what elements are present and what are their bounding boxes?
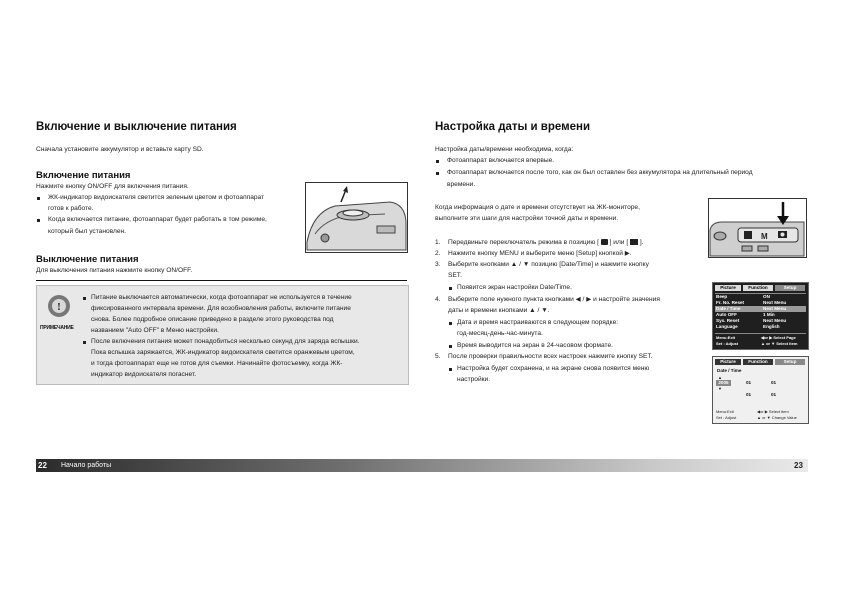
year-field: 2005 (716, 380, 731, 386)
note-2b: Пока вспышка заряжается, ЖК-индикатор видоискателя светится оранжевым цветом, (91, 349, 355, 356)
mode-dial-illustration (708, 198, 807, 258)
step-3-num: 3. (435, 261, 441, 268)
power-off-text: Для выключения питания нажмите кнопку ON/OFF. (36, 267, 193, 274)
note-1a: Питание выключается автоматически, когда фотоаппарат не используется в течение (91, 294, 352, 301)
bullet-icon (436, 172, 439, 175)
menu-row-label: Sys. Reset (716, 318, 740, 323)
menu-row-label: Fr. No. Reset (716, 300, 745, 305)
menu-foot: Menu:Exit (716, 335, 736, 340)
right-page-title: Настройка даты и времени (435, 121, 591, 133)
step-3-text2: SET. (448, 272, 462, 279)
menu-row-value: ON (763, 294, 770, 299)
step-4-sub-1b: год-месяц-день-час-минута. (457, 330, 543, 337)
power-on-text: Нажмите кнопку ON/OFF для включения питания. (36, 183, 189, 190)
step-5-sub-a: Настройка будет сохранена, и на экране снова появится меню (457, 365, 650, 372)
tab-setup: Setup (775, 285, 805, 291)
svg-text:M: M (761, 232, 768, 241)
left-intro: Сначала установите аккумулятор и вставьте карту SD. (36, 146, 204, 153)
note-1d: названием "Auto OFF" в Меню настройки. (91, 327, 219, 334)
step-3-text: Выберите кнопками ▲ / ▼ позицию [Date/Time] и нажмите кнопку (448, 261, 649, 268)
note-label: ПРИМЕЧАНИЕ (40, 325, 74, 331)
menu-row-label: Beep (716, 294, 728, 299)
note-1c: снова. Более подробное описание приведено в разделе этого руководства под (91, 316, 334, 323)
step-1-text: Передвиньте переключатель режима в позицию [ ] или [ ]. (448, 239, 644, 246)
camera-top-illustration (305, 182, 408, 253)
divider (36, 280, 407, 281)
menu-foot: Set : Adjust (716, 415, 737, 420)
menu-foot: Set : Adjust (716, 341, 739, 346)
footer-bar (36, 459, 808, 472)
up-arrow-icon: ▲ (718, 375, 722, 380)
menu-row-value: Next Menu (763, 318, 787, 323)
power-on-bullet-2a: Когда включается питание, фотоаппарат будет работать в том режиме, (48, 216, 267, 223)
left-page-title: Включение и выключение питания (36, 121, 237, 133)
step-5-num: 5. (435, 353, 441, 360)
date-field: 01 (771, 380, 777, 385)
setup-menu-screen (712, 282, 809, 350)
step-4-num: 4. (435, 296, 441, 303)
step-3-sub: Появится экран настройки Date/Time. (457, 284, 572, 291)
power-on-heading: Включение питания (36, 170, 131, 181)
right-intro: Настройка даты/времени необходима, когда: (435, 146, 574, 153)
tab-setup: Setup (775, 359, 805, 365)
when-2a: Фотоаппарат включается после того, как он был оставлен без аккумулятора на длительный период (447, 169, 753, 176)
menu-row-value: Next Menu (763, 306, 787, 311)
step-5-text: После проверки правильности всех настроек нажмите кнопку SET. (448, 353, 653, 360)
power-on-bullet-1a: ЖК-индикатор видоискателя светится зеленым цветом и фотоаппарат (48, 194, 265, 201)
date-time-screen (712, 356, 809, 424)
bullet-icon (449, 345, 452, 348)
menu-foot: ◀or ▶ Select item (757, 409, 789, 414)
note-1b: фиксированного интервала времени. Для возобновления работы, включите питание (91, 305, 351, 312)
note-2a: После включения питания может понадобиться несколько секунд для заряда вспышки. (91, 338, 360, 345)
bullet-icon (83, 297, 86, 300)
left-page-number: 22 (38, 461, 47, 470)
date-field: 01 (746, 380, 752, 385)
bullet-icon (449, 322, 452, 325)
tab-picture: Picture (715, 285, 741, 291)
divider (715, 333, 806, 334)
step-4-text2: даты и времени кнопками ▲ / ▼. (448, 307, 550, 314)
step-2-text: Нажмите кнопку MENU и выберите меню [Setup] кнопкой ▶. (448, 250, 632, 257)
menu-row-label: Date / Time (716, 306, 741, 311)
note-2c: и тогда фотоаппарат еще не готов для съемки. Начинайте фотосъемку, когда ЖК- (91, 360, 343, 367)
time-field: 01 (746, 392, 752, 397)
menu-foot: ▲ or ▼ Select item (761, 341, 798, 346)
tab-function: Function (743, 359, 773, 365)
power-off-heading: Выключение питания (36, 254, 139, 265)
menu-foot: ▲ or ▼ Change Value (757, 415, 797, 420)
date-time-title: Date / Time (717, 368, 742, 373)
time-field: 01 (771, 392, 777, 397)
bullet-icon (436, 160, 439, 163)
power-on-bullet-2b: который был установлен. (48, 228, 126, 235)
menu-foot: ◀or ▶ Select Page (761, 335, 796, 340)
bullet-icon (37, 219, 40, 222)
bullet-icon (37, 197, 40, 200)
menu-row-label: Auto OFF (716, 312, 737, 317)
footer-section-title: Начало работы (61, 462, 112, 469)
power-on-bullet-1b: готов к работе. (48, 205, 94, 212)
down-arrow-icon: ▼ (718, 386, 722, 391)
menu-row-value: 1 Min (763, 312, 775, 317)
note-2d: индикатор видоискателя погаснет. (91, 371, 197, 378)
menu-row-value: Next Menu (763, 300, 787, 305)
right-page-number: 23 (794, 461, 803, 470)
right-arrow-icon: ▶ (624, 250, 630, 257)
movie-icon (630, 239, 638, 245)
bullet-icon (449, 368, 452, 371)
step-4-text: Выберите поле нужного пункта кнопками ◀ / ▶ и настройте значения (448, 296, 660, 303)
divider (715, 293, 806, 294)
svg-text:!: ! (57, 301, 61, 313)
camera-icon (601, 239, 608, 245)
note-box (36, 285, 409, 385)
step-1-num: 1. (435, 239, 441, 246)
para-line-1: Когда информация о дате и времени отсутствует на ЖК-мониторе, (435, 204, 640, 211)
step-4-sub-2: Время выводится на экран в 24-часовом формате. (457, 342, 613, 349)
step-2-num: 2. (435, 250, 441, 257)
para-line-2: выполните эти шаги для настройки точной даты и времени. (435, 215, 619, 222)
menu-row-label: Language (716, 324, 738, 329)
menu-row-value: English (763, 324, 780, 329)
bullet-icon (83, 341, 86, 344)
bullet-icon (449, 287, 452, 290)
tab-picture: Picture (715, 359, 741, 365)
tab-function: Function (743, 285, 773, 291)
when-1: Фотоаппарат включается впервые. (447, 157, 555, 164)
menu-foot: Menu:Exit (716, 409, 734, 414)
step-5-sub-b: настройки. (457, 376, 491, 383)
step-4-sub-1a: Дата и время настраиваются в следующем порядке: (457, 319, 619, 326)
when-2b: времени. (447, 181, 476, 188)
